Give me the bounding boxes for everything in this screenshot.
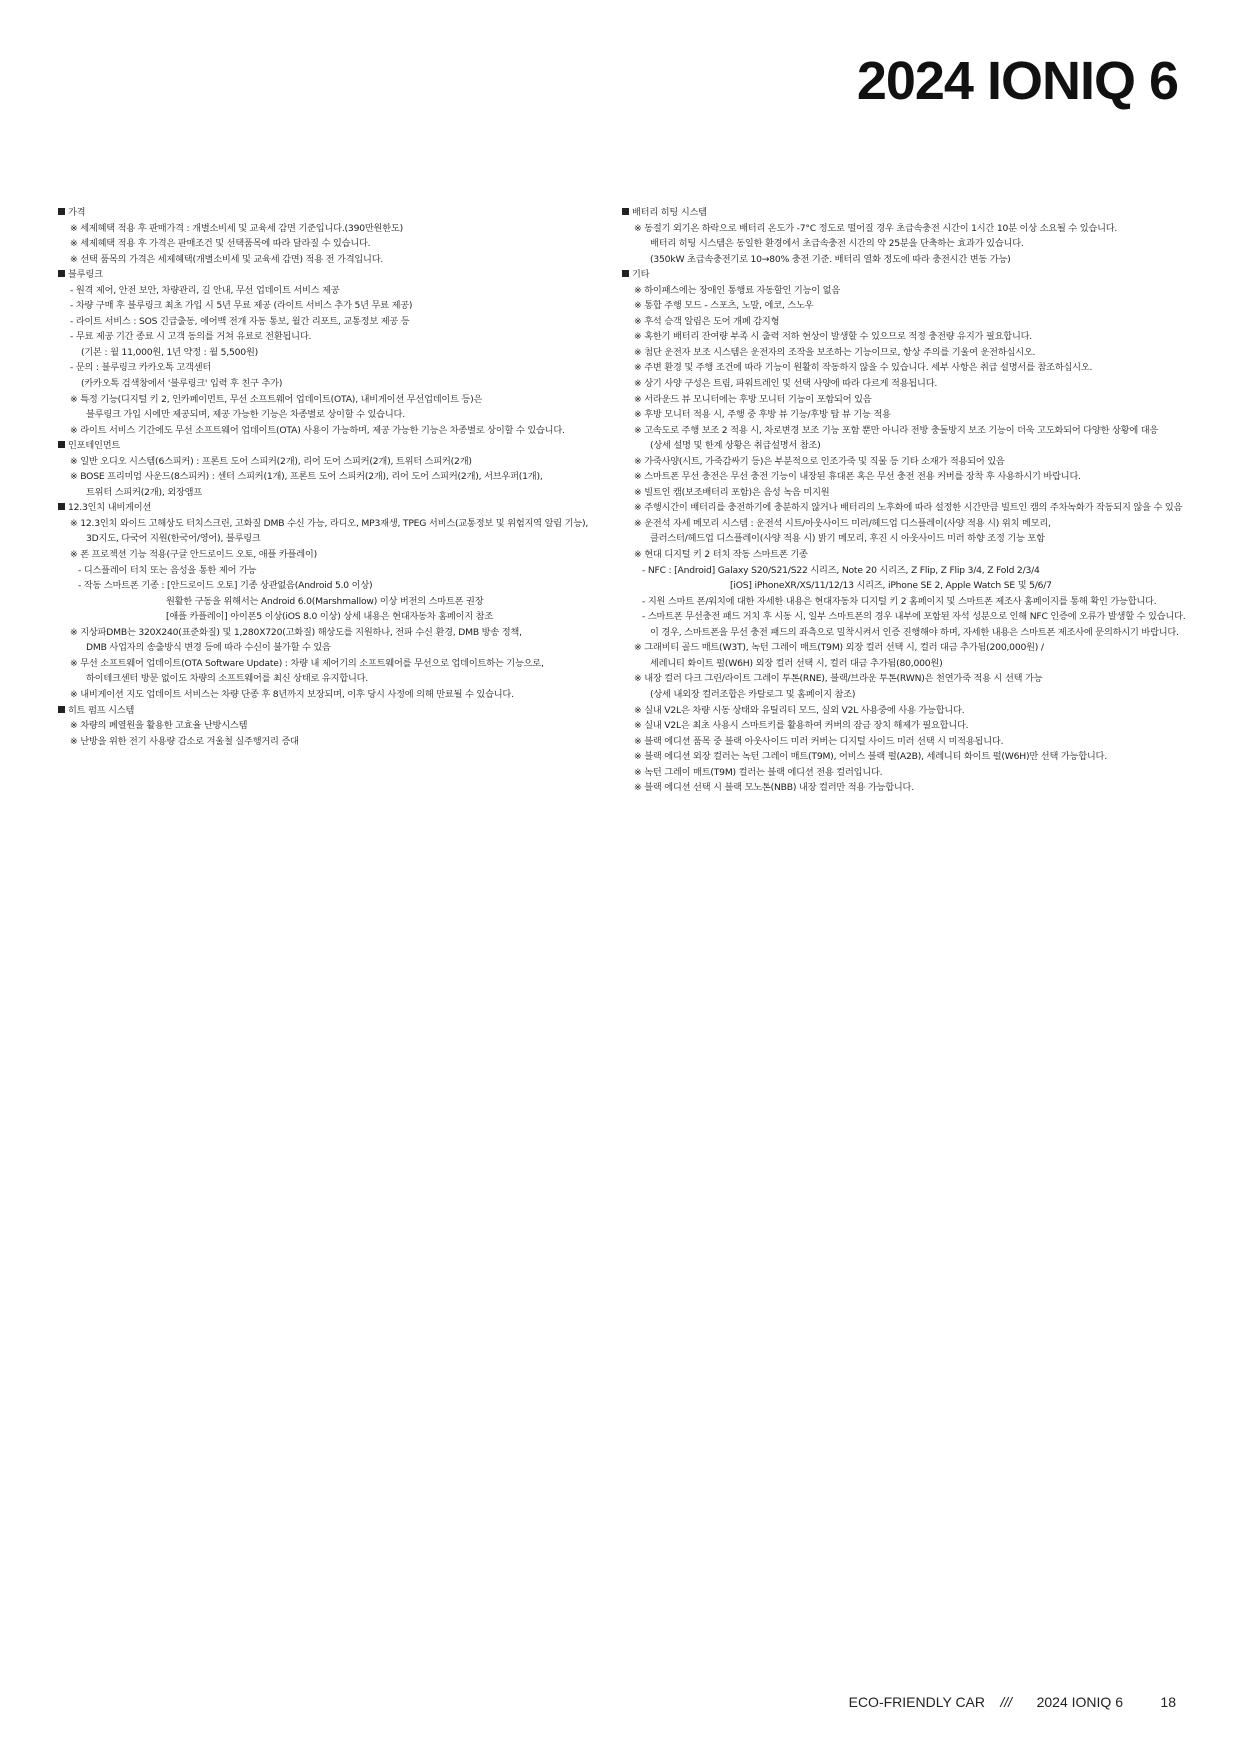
note-line: ※ 블랙 에디션 선택 시 블랙 모노톤(NBB) 내장 컬러만 적용 가능합니다.: [634, 782, 914, 794]
square-bullet-icon: [58, 208, 65, 215]
square-bullet-icon: [58, 503, 65, 510]
note-line: ※ 무선 소프트웨어 업데이트(OTA Software Update) : 차량 내 제어기의 소프트웨어를 무선으로 업데이트하는 기능으로,: [70, 657, 544, 669]
note-line: ※ 상기 사양 구성은 트림, 파워트레인 및 선택 사양에 따라 다르게 적용됩니다.: [634, 378, 938, 390]
square-bullet-icon: [58, 270, 65, 277]
footer-model: 2024 IONIQ 6: [1036, 1694, 1123, 1710]
note-line: 이 경우, 스마트폰을 무선 충전 패드의 좌측으로 밀착시켜서 인증 진행해야 하며, 자세한 내용은 스마트폰 제조사에 문의하시기 바랍니다.: [650, 626, 1179, 638]
note-line: ※ 현대 디지털 키 2 터치 작동 스마트폰 기종: [634, 549, 808, 561]
section-heading: [58, 438, 618, 454]
note-line: 배터리 히팅 시스템은 동일한 환경에서 초급속충전 시간의 약 25분을 단축하는 효과가 있습니다.: [650, 238, 1024, 250]
section-heading: [58, 267, 618, 283]
square-bullet-icon: [622, 270, 629, 277]
note-line: - 디스플레이 터치 또는 음성을 통한 제어 가능: [78, 564, 257, 576]
section-heading-text: 12.3인치 내비게이션: [68, 502, 152, 514]
note-line: ※ 그래비티 골드 매트(W3T), 녹턴 그레이 매트(T9M) 외장 컬러 선택 시, 컬러 대금 추가됨(200,000원) /: [634, 642, 1044, 654]
note-line: [iOS] iPhoneXR/XS/11/12/13 시리즈, iPhone SE 2, Apple Watch SE 및 5/6/7: [730, 580, 1052, 592]
note-line: ※ 후방 모니터 적용 시, 주행 중 후방 뷰 기능/후방 탑 뷰 기능 적용: [634, 409, 891, 421]
page-footer: [0, 1694, 1240, 1714]
note-line: 클러스터/헤드업 디스플레이(사양 적용 시) 밝기 메모리, 후진 시 아웃사이드 미러 하향 조정 기능 포함: [650, 533, 1045, 545]
section-heading-text: 배터리 히팅 시스템: [632, 207, 707, 218]
note-line: ※ 혹한기 배터리 잔여량 부족 시 출력 저하 현상이 발생할 수 있으므로 적정 충전량 유지가 필요합니다.: [634, 331, 1033, 343]
note-line: - 원격 제어, 안전 보안, 차량관리, 길 안내, 무선 업데이트 서비스 제공: [70, 284, 340, 296]
note-line: ※ 서라운드 뷰 모니터에는 후방 모니터 기능이 포함되어 있음: [634, 393, 872, 405]
note-line: ※ 일반 오디오 시스템(6스피커) : 프론트 도어 스피커(2개), 리어 도어 스피커(2개), 트위터 스피커(2개): [70, 455, 472, 467]
section-heading-text: 인포테인먼트: [68, 440, 121, 452]
square-bullet-icon: [58, 706, 65, 713]
note-line: ※ 지상파DMB는 320X240(표준화질) 및 1,280X720(고화질) 해상도를 지원하나, 전파 수신 환경, DMB 방송 정책,: [70, 626, 522, 638]
section-heading: [58, 703, 618, 719]
note-line: ※ 블랙 에디션 품목 중 블랙 아웃사이드 미러 커버는 디지털 사이드 미러 선택 시 미적용됩니다.: [634, 735, 1004, 747]
note-line: ※ 동절기 외기온 하락으로 배터리 온도가 -7°C 정도로 떨어질 경우 초급속충전 시간이 1시간 10분 이상 소요될 수 있습니다.: [634, 222, 1118, 234]
note-line: ※ 가죽사양(시트, 가죽감싸기 등)은 부분적으로 인조가죽 및 직물 등 기타 소재가 적용되어 있음: [634, 455, 1005, 467]
footer-separator: ///: [1000, 1694, 1012, 1710]
section-heading: [58, 500, 618, 516]
note-line: 하이테크센터 방문 없이도 차량의 소프트웨어를 최신 상태로 유지합니다.: [86, 673, 369, 685]
section-heading-text: 히트 펌프 시스템: [68, 704, 135, 716]
note-line: ※ 특정 기능(디지털 키 2, 인카페이먼트, 무선 소프트웨어 업데이트(OTA), 내비게이션 무선업데이트 등)은: [70, 393, 483, 405]
note-line: ※ 내비게이션 지도 업데이트 서비스는 차량 단종 후 8년까지 보장되며, 이후 당시 사정에 의해 만료될 수 있습니다.: [70, 688, 514, 700]
note-line: (카카오톡 검색창에서 '블루링크' 입력 후 친구 추가): [81, 378, 283, 390]
note-line: ※ 내장 컬러 다크 그린/라이트 그레이 투톤(RNE), 블랙/브라운 투톤(RWN)은 천연가죽 적용 시 선택 가능: [634, 673, 1043, 685]
note-line: ※ 블랙 에디션 외장 컬러는 녹턴 그레이 매트(T9M), 어비스 블랙 펄(A2B), 세레니티 화이트 펄(W6H)만 선택 가능합니다.: [634, 751, 1107, 763]
note-line: - 작동 스마트폰 기종 : [안드로이드 오토] 기종 상관없음(Android 5.0 이상): [78, 580, 373, 592]
note-line: ※ 스마트폰 무선 충전은 무선 충전 기능이 내장된 휴대폰 혹은 무선 충전 전용 커버를 장착 후 사용하시기 바랍니다.: [634, 471, 1081, 483]
note-line: ※ 첨단 운전자 보조 시스템은 운전자의 조작을 보조하는 기능이므로, 항상 주의를 기울여 운전하십시오.: [634, 346, 1036, 358]
note-line: (기본 : 월 11,000원, 1년 약정 : 월 5,500원): [81, 346, 259, 358]
section-heading-text: 블루링크: [68, 269, 103, 281]
note-line: (상세 내외장 컬러조합은 카탈로그 및 홈페이지 참조): [650, 688, 856, 700]
note-line: ※ 주변 환경 및 주행 조건에 따라 기능이 원활히 작동하지 않을 수 있습니다. 세부 사항은 취급 설명서를 참조하십시오.: [634, 362, 1093, 374]
note-line: ※ 고속도로 주행 보조 2 적용 시, 차로변경 보조 기능 포함 뿐만 아니라 전방 충돌방지 보조 기능이 더욱 고도화되어 다양한 상황에 대응: [634, 424, 1159, 436]
note-line: 트위터 스피커(2개), 외장앰프: [86, 486, 203, 498]
note-line: ※ 통합 주행 모드 - 스포츠, 노말, 에코, 스노우: [634, 300, 814, 312]
note-line: 블루링크 가입 시에만 제공되며, 제공 가능한 기능은 차종별로 상이할 수 있습니다.: [86, 409, 405, 421]
page-title: 2024 IONIQ 6: [856, 51, 1178, 111]
note-line: ※ 하이패스에는 장애인 통행료 자동할인 기능이 없음: [634, 284, 840, 296]
section-heading: [622, 267, 1192, 283]
note-line: ※ 녹턴 그레이 매트(T9M) 컬러는 블랙 에디션 전용 컬러입니다.: [634, 766, 883, 778]
note-line: - 스마트폰 무선충전 패드 거치 후 시동 시, 일부 스마트폰의 경우 내부에 포함된 자석 성분으로 인해 NFC 인증에 오류가 발생할 수 있습니다.: [642, 611, 1186, 623]
note-line: ※ 후석 승객 알림은 도어 개폐 감지형: [634, 315, 780, 327]
page-number: 18: [1160, 1694, 1176, 1710]
section-heading: [622, 205, 1192, 221]
section-heading-text: 기타: [632, 269, 650, 281]
note-line: (350kW 초급속충전기로 10→80% 충전 기준. 배터리 열화 정도에 따라 충전시간 변동 가능): [650, 253, 1011, 265]
note-line: 3D지도, 다국어 지원(한국어/영어), 블루링크: [86, 533, 261, 545]
note-line: - 문의 : 블루링크 카카오톡 고객센터: [70, 362, 212, 374]
note-line: ※ 실내 V2L은 최초 사용시 스마트키를 활용하여 커버의 잠금 장치 해제가 필요합니다.: [634, 720, 969, 732]
section-heading: [58, 205, 618, 221]
left-column: [58, 205, 618, 749]
note-line: - 차량 구매 후 블루링크 최초 가입 시 5년 무료 제공 (라이트 서비스 추가 5년 무료 제공): [70, 300, 413, 312]
note-line: ※ 빌트인 캠(보조배터리 포함)은 음성 녹음 미지원: [634, 486, 830, 498]
note-line: - 무료 제공 기간 종료 시 고객 동의를 거쳐 유료로 전환됩니다.: [70, 331, 312, 343]
section-heading-text: 가격: [68, 207, 86, 218]
note-line: DMB 사업자의 송출방식 변경 등에 따라 수신이 불가할 수 있음: [86, 642, 331, 654]
right-column: [622, 205, 1192, 796]
note-line: 원활한 구동을 위해서는 Android 6.0(Marshmallow) 이상 버전의 스마트폰 권장: [166, 595, 484, 607]
square-bullet-icon: [58, 441, 65, 448]
note-line: (상세 설명 및 한계 상황은 취급설명서 참조): [650, 440, 821, 452]
note-line: ※ 라이트 서비스 기간에도 무선 소프트웨어 업데이트(OTA) 사용이 가능하며, 제공 가능한 기능은 차종별로 상이할 수 있습니다.: [70, 424, 565, 436]
note-line: ※ 선택 품목의 가격은 세제혜택(개별소비세 및 교육세 감면) 적용 전 가격입니다.: [70, 253, 384, 265]
note-line: ※ 세제혜택 적용 후 가격은 판매조건 및 선택품목에 따라 달라질 수 있습니다.: [70, 238, 371, 250]
note-line: - 지원 스마트 폰/워치에 대한 자세한 내용은 현대자동차 디지털 키 2 홈페이지 및 스마트폰 제조사 홈페이지를 통해 확인 가능합니다.: [642, 595, 1157, 607]
note-line: ※ 실내 V2L은 차량 시동 상태와 유틸리티 모드, 실외 V2L 사용중에 사용 가능합니다.: [634, 704, 965, 716]
note-line: ※ 세제혜택 적용 후 판매가격 : 개별소비세 및 교육세 감면 기준입니다.(390만원한도): [70, 222, 403, 234]
note-line: ※ 운전석 자세 메모리 시스템 : 운전석 시트/아웃사이드 미러/헤드업 디스플레이(사양 적용 시) 위치 메모리,: [634, 517, 1051, 529]
note-line: ※ 12.3인치 와이드 고해상도 터치스크린, 고화질 DMB 수신 가능, 라디오, MP3재생, TPEG 서비스(교통정보 및 위험지역 알림 기능),: [70, 517, 589, 529]
note-line: - NFC : [Android] Galaxy S20/S21/S22 시리즈, Note 20 시리즈, Z Flip, Z Flip 3/4, Z Fold 2/3/4: [642, 564, 1040, 576]
note-line: ※ BOSE 프리미엄 사운드(8스피커) : 센터 스피커(1개), 프론트 도어 스피커(2개), 리어 도어 스피커(2개), 서브우퍼(1개),: [70, 471, 543, 483]
note-line: ※ 난방을 위한 전기 사용량 감소로 겨울철 실주행거리 증대: [70, 735, 299, 747]
note-line: ※ 주행시간이 배터리를 충전하기에 충분하지 않거나 배터리의 노후화에 따라 설정한 시간만큼 빌트인 캠의 주차녹화가 작동되지 않을 수 있음: [634, 502, 1183, 514]
square-bullet-icon: [622, 208, 629, 215]
note-line: 세레니티 화이트 펄(W6H) 외장 컬러 선택 시, 컬러 대금 추가됨(80,000원): [650, 657, 943, 669]
note-line: [애플 카플레이] 아이폰5 이상(iOS 8.0 이상) 상세 내용은 현대자동차 홈페이지 참조: [166, 611, 493, 623]
note-line: ※ 폰 프로젝션 기능 적용(구글 안드로이드 오토, 애플 카플레이): [70, 549, 317, 561]
footer-brand: ECO-FRIENDLY CAR: [848, 1694, 985, 1710]
note-line: ※ 차량의 폐열원을 활용한 고효율 난방시스템: [70, 720, 248, 732]
note-line: - 라이트 서비스 : SOS 긴급출동, 에어백 전개 자동 통보, 월간 리포트, 교통정보 제공 등: [70, 315, 410, 327]
